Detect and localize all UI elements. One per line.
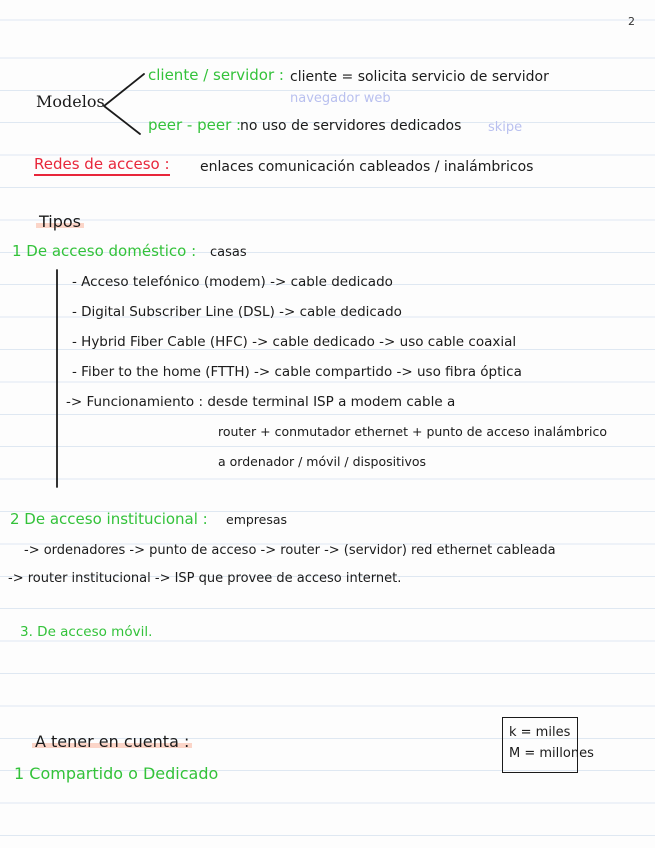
p2p-example: skipe <box>488 120 523 135</box>
institutional-line: -> router institucional -> ISP que provee de acceso internet. <box>8 571 402 586</box>
p2p-desc: no uso de servidores dedicados <box>240 118 462 134</box>
domestic-item: -> Funcionamiento : desde terminal ISP a modem cable a <box>66 394 456 410</box>
domestic-continuation: a ordenador / móvil / dispositivos <box>218 454 427 469</box>
notes-heading: A tener en cuenta : <box>32 734 192 750</box>
legend-thousands: k = miles <box>509 725 571 740</box>
models-label: Modelos <box>36 92 105 111</box>
domestic-title: 1 De acceso doméstico : <box>12 242 197 260</box>
client-server-example: navegador web <box>290 91 391 106</box>
domestic-note: casas <box>210 245 247 260</box>
institutional-note: empresas <box>226 512 288 527</box>
institutional-line: -> ordenadores -> punto de acceso -> router -> (servidor) red ethernet cableada <box>24 543 556 558</box>
p2p-title: peer - peer : <box>148 116 242 134</box>
client-server-title: cliente / servidor : <box>148 66 284 84</box>
access-networks-title: Redes de acceso : <box>34 157 170 176</box>
mobile-title: 3. De acceso móvil. <box>20 624 153 640</box>
client-server-desc: cliente = solicita servicio de servidor <box>290 69 549 85</box>
domestic-continuation: router + conmutador ethernet + punto de acceso inalámbrico <box>218 424 608 439</box>
institutional-title: 2 De acceso institucional : <box>10 510 208 528</box>
legend-millions: M = millones <box>509 746 594 761</box>
domestic-item: - Fiber to the home (FTTH) -> cable compartido -> uso fibra óptica <box>72 364 522 380</box>
legend-box <box>502 717 594 773</box>
domestic-item: - Digital Subscriber Line (DSL) -> cable dedicado <box>72 304 402 320</box>
types-heading: Tipos <box>36 214 84 230</box>
notes-item: 1 Compartido o Dedicado <box>14 764 219 783</box>
page-number: 2 <box>628 15 635 28</box>
domestic-item: - Hybrid Fiber Cable (HFC) -> cable dedicado -> uso cable coaxial <box>72 334 517 350</box>
domestic-item: - Acceso telefónico (modem) -> cable dedicado <box>72 274 393 290</box>
access-networks-desc: enlaces comunicación cableados / inalámbricos <box>200 159 534 175</box>
